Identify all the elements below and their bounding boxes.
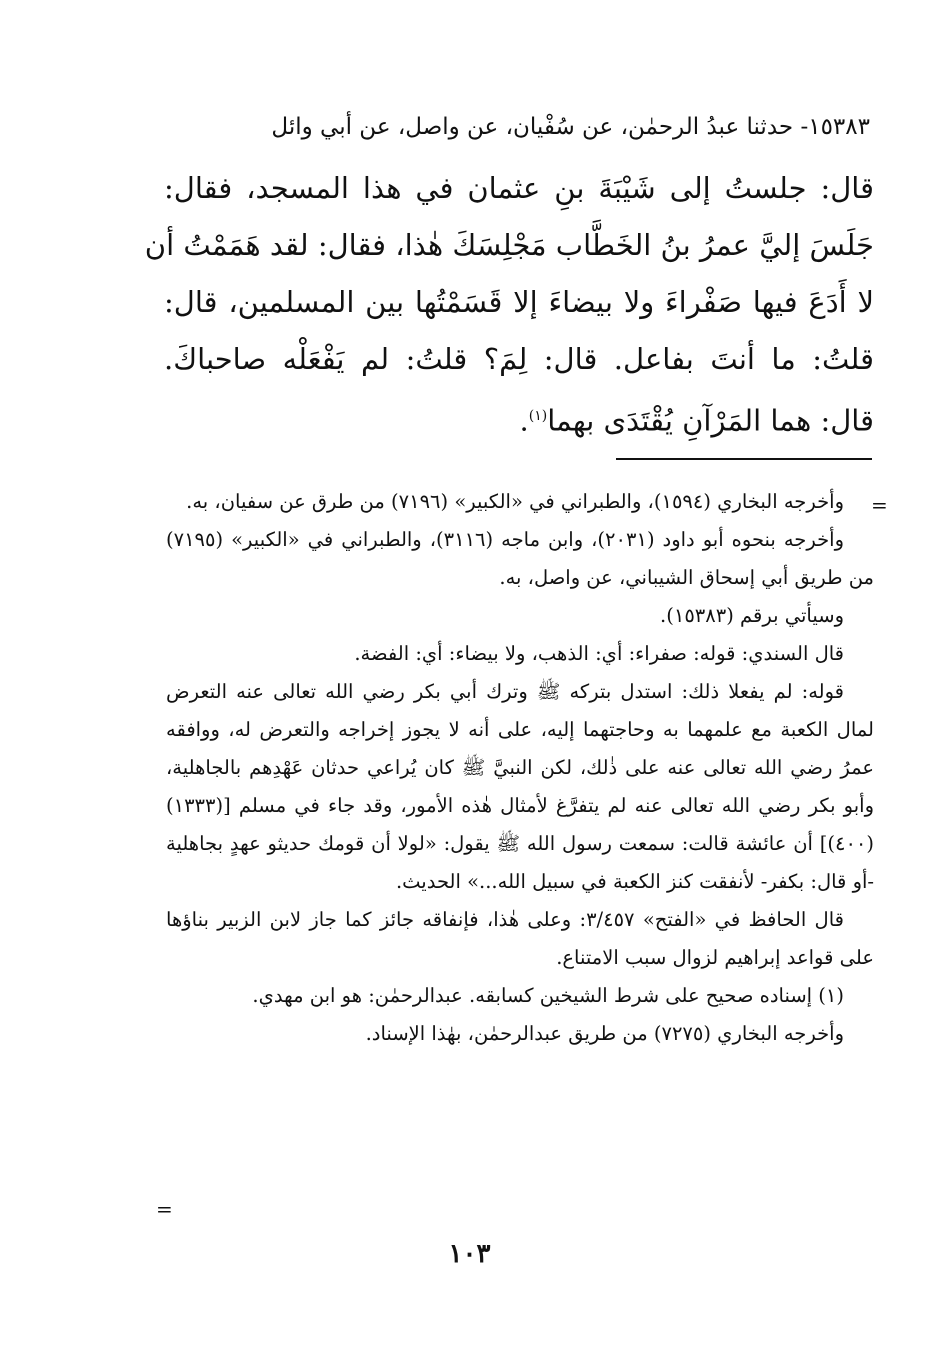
hadith-line-text: قال: هما المَرْآنِ يُقْتَدَى بهما [547, 403, 874, 438]
hadith-text [144, 160, 874, 450]
hadith-end-period: . [519, 403, 529, 438]
hadith-line: قلتُ: ما أنتَ بفاعل. قال: لِمَ؟ قلتُ: لم يَفْعَلْه صاحباكَ. [164, 342, 874, 376]
footnote-paragraph: وأخرجه البخاري (٧٢٧٥) من طريق عبدالرحمٰن، بهٰذا الإسناد. [365, 1022, 844, 1045]
continuation-mark: = [871, 493, 888, 517]
hadith-line-last [164, 388, 874, 450]
footnote-1: (١) إسناده صحيح على شرط الشيخين كسابقه. عبدالرحمٰن: هو ابن مهدي. [252, 984, 844, 1007]
hadith-line: جَلَسَ إليَّ عمرُ بنُ الخَطَّاب مَجْلِسَكَ هٰذا، فقال: لقد هَمَمْتُ أن [144, 228, 874, 262]
footnote-paragraph: قال السندي: قوله: صفراء: أي: الذهب، ولا بيضاء: أي: الفضة. [354, 642, 844, 665]
footnote-reference[interactable]: (١) [528, 408, 548, 424]
hadith-line: لا أَدَعَ فيها صَفْراءَ ولا بيضاءَ إلا قَسَمْتُها بين المسلمين، قال: [164, 285, 874, 319]
footnote-paragraph: قوله: لم يفعلا ذلك: استدل بتركه ﷺ وترك أبي بكر رضي الله تعالى عنه التعرض لمال الكعبة مع علمهما به وحاجتهما إليه، على أنه لا يجوز إخراجه والتعرض له، ووافقه عمرُ رضي الله تعالى عنه على ذٰلك، لكن النبيَّ ﷺ كان يُراعي حدثان عَهْدِهم بالجاهلية، وأبو بكر رضي الله تعالى عنه لم يتفرَّغ لأمثال هٰذه الأمور، وقد جاء في مسلم [(١٣٣٣)(٤٠٠)] أن عائشة قالت: سمعت رسول الله ﷺ يقول: «لولا أن قومك حديثو عهدٍ بجاهلية -أو قال: بكفر- لأنفقت كنز الكعبة في سبيل الله...» الحديث. [166, 680, 874, 893]
page-number: ١٠٣ [448, 1239, 491, 1269]
footnote-paragraph: وأخرجه بنحوه أبو داود (٢٠٣١)، وابن ماجه (٣١١٦)، والطبراني في «الكبير» (٧١٩٥) من طريق أبي إسحاق الشيباني، عن واصل، به. [166, 528, 874, 589]
footnotes-section [166, 483, 874, 1053]
continues-next-page-mark: = [156, 1197, 173, 1221]
hadith-line: قال: جلستُ إلى شَيْبَةَ بنِ عثمان في هذا المسجد، فقال: [164, 171, 874, 205]
footnote-separator [616, 458, 872, 460]
footnote-paragraph: وسيأتي برقم (١٥٣٨٣). [660, 604, 844, 627]
footnote-paragraph: وأخرجه البخاري (١٥٩٤)، والطبراني في «الكبير» (٧١٩٦) من طرق عن سفيان، به. [186, 490, 844, 513]
hadith-isnad-header: ١٥٣٨٣- حدثنا عبدُ الرحمٰن، عن سُفْيان، عن واصل، عن أبي وائل [271, 114, 870, 140]
footnote-paragraph: قال الحافظ في «الفتح» ٣/٤٥٧: وعلى هٰذا، فإنفاقه جائز كما جاز لابن الزبير بناؤها على قواعد إبراهيم لزوال سبب الامتناع. [166, 908, 874, 969]
